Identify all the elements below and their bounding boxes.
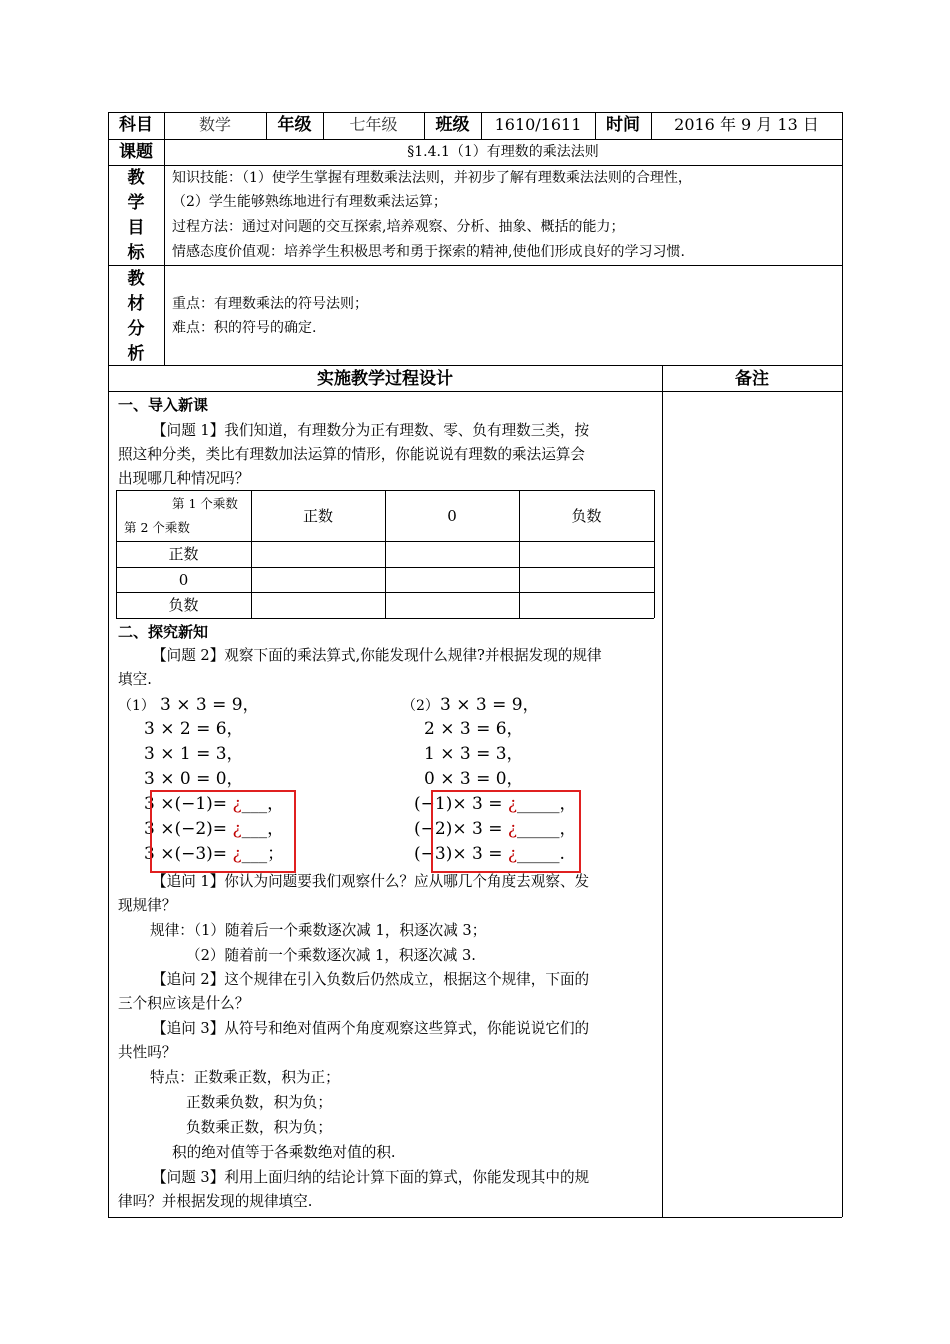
left-equation: 3 × 2 = 6，: [144, 719, 244, 739]
notes-heading: 备注: [735, 369, 769, 389]
grade-value: 七年级: [349, 115, 398, 134]
table-divider: [108, 139, 842, 140]
objectives-label-char: 学: [127, 193, 145, 213]
section1-title: 一、导入新课: [118, 396, 209, 414]
followup-line: （2）随着前一个乘数逐次减 1，积逐次减 3.: [186, 947, 476, 964]
followup-line: 共性吗？: [118, 1044, 177, 1061]
table-col-header: 负数: [571, 507, 602, 525]
analysis-line: 难点：积的符号的确定.: [172, 320, 317, 336]
q2-line: 填空.: [118, 671, 152, 688]
table-border-bottom: [108, 1217, 842, 1218]
right-blank-equation: (−2)× 3 = ¿_____，: [414, 819, 577, 839]
objectives-line: 过程方法：通过对问题的交互探索,培养观察、分析、抽象、概括的能力；: [172, 219, 625, 235]
table-border-right: [842, 112, 843, 1217]
left-blank-equation: 3 ×(−2)= ¿___，: [144, 819, 285, 839]
placeholder-glyph: ¿: [232, 794, 242, 814]
analysis-label-char: 分: [127, 319, 145, 339]
followup-line: 负数乘正数，积为负；: [186, 1119, 332, 1136]
right-equation: 2 × 3 = 6，: [424, 719, 524, 739]
red-highlight-box-left: [150, 790, 296, 873]
table-corner-bottom: 第 2 个乘数: [124, 520, 190, 535]
table-col-header: 正数: [302, 507, 333, 525]
analysis-label: [116, 267, 156, 367]
right-equation: 1 × 3 = 3，: [424, 744, 524, 764]
class-label: 班级: [435, 115, 470, 135]
topic-value: §1.4.1（1）有理数的乘法法则: [407, 144, 599, 160]
right-equation: 3 × 3 = 9，: [440, 695, 540, 715]
objectives-label-char: 教: [127, 168, 145, 188]
subject-label: 科目: [119, 115, 153, 135]
objectives-label: [116, 166, 156, 266]
section2-title: 二、探究新知: [118, 623, 209, 641]
table-divider: [108, 365, 842, 366]
right-group-label: （2）: [402, 698, 439, 714]
objectives-line: 知识技能：（1）使学生掌握有理数乘法法则，并初步了解有理数乘法法则的合理性，: [172, 170, 692, 186]
topic-label: 课题: [119, 142, 153, 162]
table-border-top: [108, 112, 842, 113]
table-row-header: 负数: [168, 596, 199, 614]
placeholder-glyph: ¿: [507, 844, 517, 864]
analysis-label-char: 析: [127, 344, 145, 364]
process-design-heading: 实施教学过程设计: [317, 369, 453, 389]
table-divider: [108, 165, 842, 166]
objectives-line: 情感态度价值观：培养学生积极思考和勇于探索的精神,使他们形成良好的学习习惯.: [172, 244, 685, 260]
objectives-line: （2）学生能够熟练地进行有理数乘法运算；: [172, 194, 447, 210]
placeholder-glyph: ¿: [232, 844, 242, 864]
table-row-header: 0: [178, 571, 189, 589]
followup-line: 【问题 3】利用上面归纳的结论计算下面的算式，你能发现其中的规: [152, 1169, 590, 1186]
followup-line: 【追问 3】从符号和绝对值两个角度观察这些算式，你能说说它们的: [152, 1020, 590, 1037]
objectives-label-char: 标: [127, 243, 145, 263]
left-equation: 3 × 3 = 9，: [160, 695, 260, 715]
analysis-line: 重点：有理数乘法的符号法则；: [172, 296, 368, 312]
left-group-label: （1）: [118, 698, 155, 714]
left-blank-equation: 3 ×(−3)= ¿___；: [144, 844, 285, 864]
placeholder-glyph: ¿: [507, 819, 517, 839]
followup-line: 现规律？: [118, 897, 177, 914]
table-corner-top: 第 1 个乘数: [172, 496, 238, 511]
left-equation: 3 × 0 = 0，: [144, 769, 244, 789]
followup-line: 律吗？并根据发现的规律填空.: [118, 1193, 313, 1210]
inner-table-border-right: [654, 490, 655, 618]
class-value: 1610/1611: [494, 115, 582, 134]
table-divider: [108, 391, 842, 392]
analysis-label-char: 材: [127, 294, 145, 314]
right-blank-equation: (−1)× 3 = ¿_____，: [414, 794, 577, 814]
table-border-left: [108, 112, 109, 1217]
time-label: 时间: [606, 115, 640, 135]
right-blank-equation: (−3)× 3 = ¿_____.: [414, 844, 565, 864]
red-highlight-box-right: [431, 790, 581, 873]
followup-line: 【追问 2】这个规律在引入负数后仍然成立，根据这个规律，下面的: [152, 971, 590, 988]
time-value: 2016 年 9 月 13 日: [674, 115, 819, 134]
objectives-label-char: 目: [127, 218, 145, 238]
q1-line: 【问题 1】我们知道，有理数分为正有理数、零、负有理数三类，按: [152, 422, 590, 439]
followup-line: 积的绝对值等于各乘数绝对值的积.: [172, 1144, 396, 1161]
grade-label: 年级: [277, 115, 312, 135]
table-col-header: 0: [447, 507, 457, 525]
left-equation: 3 × 1 = 3，: [144, 744, 244, 764]
inner-table-border-bottom: [116, 618, 654, 619]
table-divider: [662, 365, 663, 1217]
left-blank-equation: 3 ×(−1)= ¿___，: [144, 794, 285, 814]
table-row-header: 正数: [168, 545, 199, 563]
followup-line: 【追问 1】你认为问题要我们观察什么？应从哪几个角度去观察、发: [152, 873, 590, 890]
followup-line: 三个积应该是什么？: [118, 995, 250, 1012]
q1-line: 照这种分类，类比有理数加法运算的情形，你能说说有理数的乘法运算会: [118, 446, 586, 463]
subject-value: 数学: [198, 115, 231, 134]
placeholder-glyph: ¿: [232, 819, 242, 839]
table-divider: [108, 265, 842, 266]
followup-line: 正数乘负数，积为负；: [186, 1094, 332, 1111]
right-equation: 0 × 3 = 0，: [424, 769, 524, 789]
placeholder-glyph: ¿: [507, 794, 517, 814]
followup-line: 特点：正数乘正数，积为正；: [150, 1069, 340, 1086]
q1-line: 出现哪几种情况吗？: [118, 470, 250, 487]
analysis-label-char: 教: [127, 269, 145, 289]
followup-line: 规律：（1）随着后一个乘数逐次减 1，积逐次减 3；: [150, 922, 487, 939]
q2-line: 【问题 2】观察下面的乘法算式,你能发现什么规律?并根据发现的规律: [152, 647, 602, 664]
